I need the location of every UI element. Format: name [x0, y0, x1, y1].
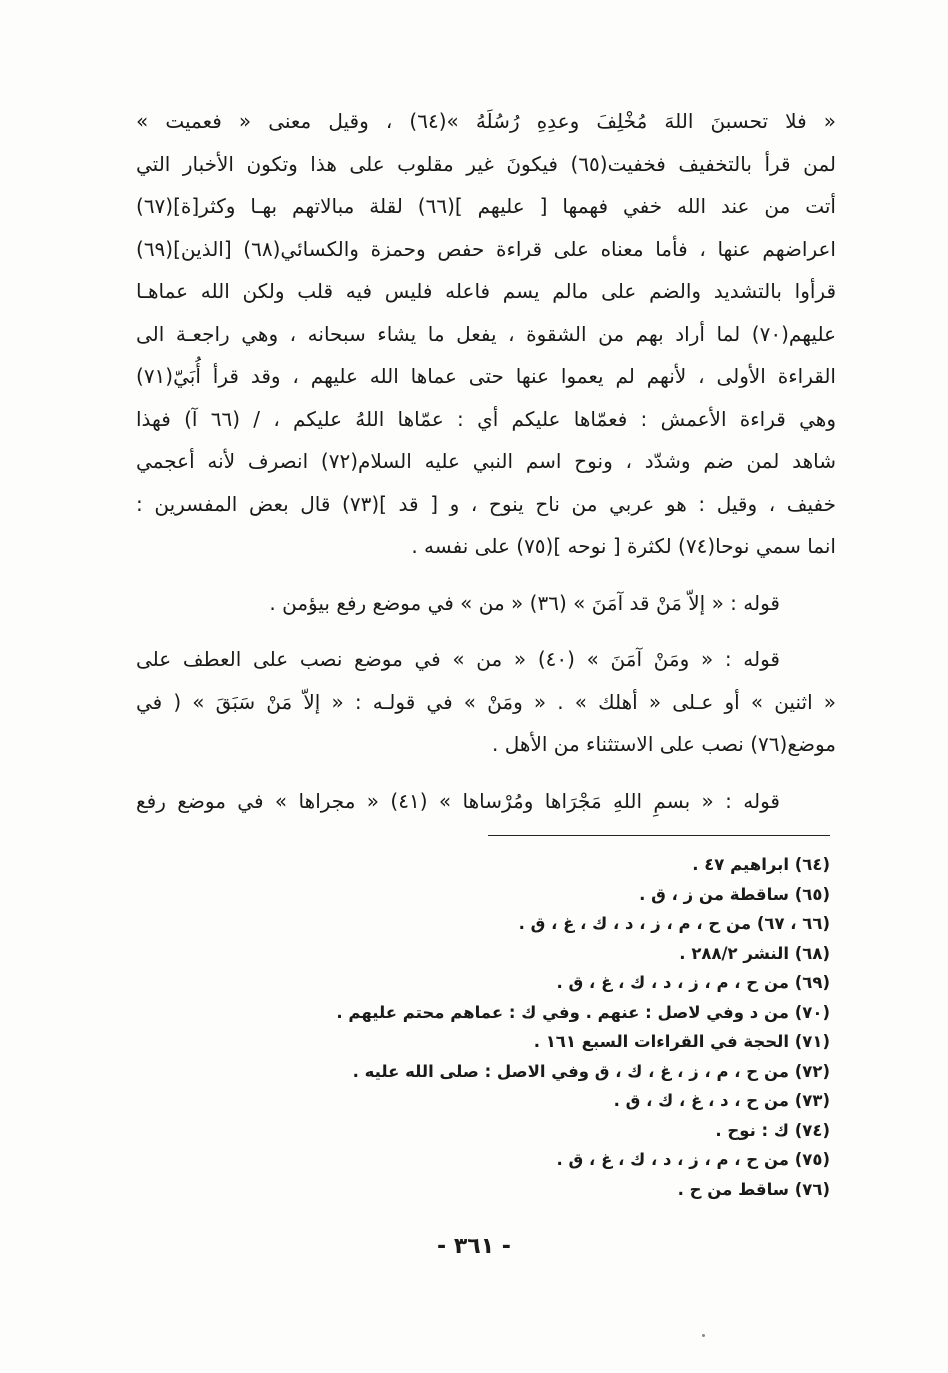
text-line: وهي قراءة الأعمش : فعمّاها عليكم أي : عمّاها اللهُ عليكم ، / (٦٦ آ) فهذا	[136, 406, 836, 431]
paragraph-verse-40-line: « اثنين » أو عـلى « أهلك » . « ومَنْ » في قولـه : « إلاّ مَنْ سَبَقَ » ( في	[136, 689, 836, 714]
paragraph-gap	[136, 568, 836, 582]
footnote: (٧٦) ساقط من ح .	[677, 1179, 830, 1199]
paragraph-gap	[136, 766, 836, 780]
footnote: (٦٦ ، ٦٧) من ح ، م ، ز ، د ، ك ، غ ، ق .	[518, 914, 830, 933]
text-line: لمن قرأ بالتخفيف فخفيت(٦٥) فيكونَ غير مقلوب على هذا وتكون الأخبار التي	[136, 151, 836, 176]
footnote: (٧٠) من د وفي لاصل : عنهم . وفي ك : عماهم محتم عليهم .	[336, 1002, 830, 1022]
text-line: أتت من عند الله خفي فهمها [ عليهم ](٦٦) لقلة مبالاتهم بهـا وكثر[ة](٦٧)	[136, 194, 836, 218]
footnote: (٧٤) ك : نوح .	[715, 1120, 830, 1140]
text-line: انما سمي نوحا(٧٤) لكثرة [ نوحه ](٧٥) على نفسه .	[411, 534, 836, 558]
text-line: قرأوا بالتشديد والضم على مالم يسم فاعله فليس فيه قلب ولكن الله عماهـا	[136, 279, 836, 303]
scan-speck	[702, 1334, 705, 1337]
footnote: (٦٥) ساقطة من ز ، ق .	[639, 884, 830, 904]
footnote: (٧٢) من ح ، م ، ز ، غ ، ك ، ق وفي الاصل : صلى الله عليه .	[352, 1061, 830, 1081]
paragraph-verse-36: قوله : « إلاّ مَنْ قد آمَنَ » (٣٦) « من » في موضع رفع بيؤمن .	[269, 590, 780, 615]
footnote: (٧٥) من ح ، م ، ز ، د ، ك ، غ ، ق .	[556, 1150, 830, 1169]
page-number: - ٣٦١ -	[437, 1234, 511, 1259]
footnote: (٦٨) النشر ٢٨٨/٢ .	[679, 943, 830, 963]
paragraph-verse-40-line: قوله : « ومَنْ آمَنَ » (٤٠) « من » في موضع نصب على العطف على	[136, 647, 780, 671]
footnote: (٦٤) ابراهيم ٤٧ .	[692, 855, 830, 874]
text-line: اعراضهم عنها ، فأما معناه على قراءة حفص وحمزة والكسائي(٦٨) [الذين](٦٩)	[136, 236, 836, 261]
paragraph-verse-41: قوله : « بسمِ اللهِ مَجْرَاها ومُرْساها » (٤١) « مجراها » في موضع رفع	[136, 788, 780, 813]
text-line: « فلا تحسبنَ اللهَ مُخْلِفَ وعدِهِ رُسُلَهُ »(٦٤) ، وقيل معنى « فعميت »	[136, 109, 836, 133]
footnote-separator	[488, 835, 830, 836]
footnote: (٧١) الحجة في القراءات السبع ١٦١ .	[533, 1032, 830, 1051]
paragraph-gap	[136, 624, 836, 638]
footnote: (٧٣) من ح ، د ، غ ، ك ، ق .	[613, 1091, 830, 1110]
footnotes	[310, 850, 830, 1204]
text-line: خفيف ، وقيل : هو عربي من ناح ينوح ، و [ قد ](٧٣) قال بعض المفسرين :	[136, 491, 836, 516]
main-text	[136, 100, 836, 822]
text-line: القراءة الأولى ، لأنهم لم يعموا عنها حتى عماها الله عليهم ، وقد قرأ أُبَيّ(٧١)	[136, 364, 836, 388]
paragraph-verse-40-line: موضع(٧٦) نصب على الاستثناء من الأهل .	[492, 732, 836, 756]
footnote: (٦٩) من ح ، م ، ز ، د ، ك ، غ ، ق .	[556, 973, 830, 992]
text-line: عليهم(٧٠) لما أراد بهم من الشقوة ، يفعل ما يشاء سبحانه ، وهي راجعـة الى	[136, 321, 836, 346]
text-line: شاهد لمن ضم وشدّد ، ونوح اسم النبي عليه السلام(٧٢) انصرف لأنه أعجمي	[136, 449, 836, 473]
